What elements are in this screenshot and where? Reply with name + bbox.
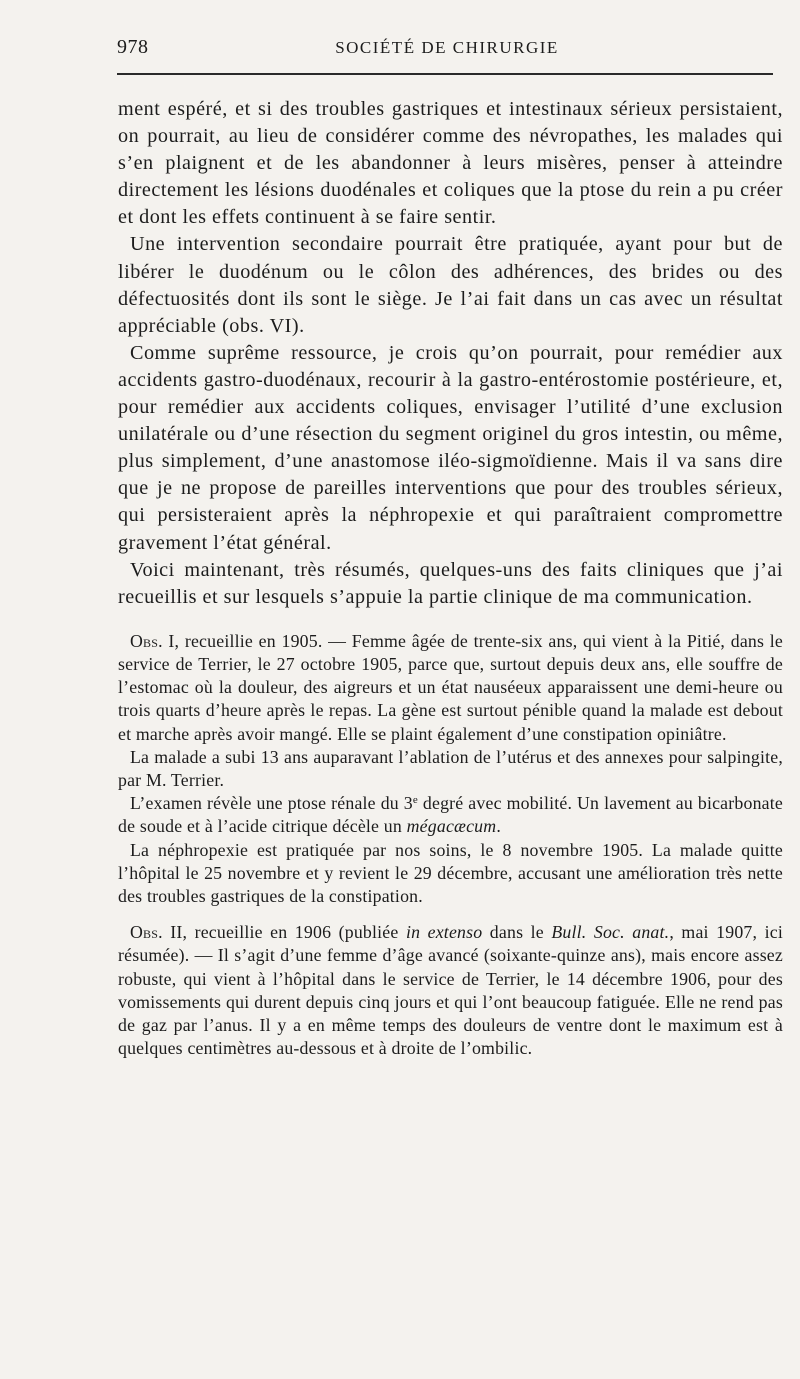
page-number: 978 [117, 36, 149, 58]
observation-label: Obs. II [130, 922, 183, 943]
italic-term: mégacæcum [406, 816, 497, 837]
observation-label: Obs. I [130, 630, 175, 651]
exam-text-a: L’examen révèle une ptose rénale du 3 [130, 793, 413, 814]
observation-1 [118, 630, 783, 746]
observation-1-outcome: La néphropexie est pratiquée par nos soins, le 8 novembre 1905. La malade quitte l’hôpital le 25 novembre et y revient le 29 décembre, accusant une amélioration très nette des troubles gastriques de la constipation. [118, 839, 783, 907]
superscript: e [412, 794, 418, 807]
italic-journal: Bull. Soc. anat. [551, 922, 670, 943]
header-rule [117, 73, 773, 75]
observation-text-b: dans le [482, 922, 552, 943]
observation-gap [118, 908, 783, 921]
body-text [118, 96, 783, 1060]
exam-text-end: . [496, 816, 501, 837]
observation-text: , recueillie en 1905. — Femme âgée de trente-six ans, qui vient à la Pitié, dans le service de Terrier, le 27 octobre 1905, parce que, surtout depuis deux ans, elle souffre de l’estomac où la douleur, des aigreurs et un état nauséeux apparaissent une demi-heure ou trois quarts d’heure après le repas. La gène est surtout pénible quand la malade est debout et marche après avoir mangé. Elle se plaint également d’une constipation opiniâtre. [118, 630, 784, 744]
observation-1-exam [118, 792, 783, 838]
observation-text-a: , recueillie en 1906 (publiée [182, 922, 406, 943]
exam-text-b: degré avec mobilité. Un lavement au bicarbonate de soude et à l’acide citrique décèle un [118, 793, 783, 837]
observation-1-history: La malade a subi 13 ans auparavant l’ablation de l’utérus et des annexes pour salpingite, par M. Terrier. [118, 746, 783, 790]
paragraph-supreme-resource: Comme suprême ressource, je crois qu’on pourrait, pour remédier aux accidents gastro-duodénaux, recourir à la gastro-entérostomie postérieure, et, pour remédier aux accidents coliques, envisager l’utilité d’une exclusion unilatérale ou d’une résection du segment originel du gros intestin, ou même, plus simplement, d’une anastomose iléo-sigmoïdienne. Mais il va sans dire que je ne propose de pareilles interventions que pour des troubles sérieux, qui persisteraient après la néphropexie et qui paraîtraient compromettre gravement l’état général. [118, 341, 783, 554]
paragraph-secondary-intervention: Une intervention secondaire pourrait être pratiquée, ayant pour but de libérer le duodénum ou le côlon des adhérences, des brides ou des défectuosités dont ils sont le siège. Je l’ai fait dans un cas avec un résultat appréciable (obs. VI). [118, 233, 783, 337]
paragraph-continuation: ment espéré, et si des troubles gastriques et intestinaux sérieux persistaient, on pourrait, au lieu de considérer comme des névropathes, les malades qui s’en plaignent et de les abandonner à leurs misères, penser à atteindre directement les lésions duodénales et coliques que la ptose du rein a pu créer et dont les effets continuent à se faire sentir. [118, 98, 783, 229]
running-title: SOCIÉTÉ DE CHIRURGIE [335, 38, 559, 57]
observation-2 [118, 921, 783, 1060]
section-gap [118, 611, 783, 630]
paragraph-clinical-facts: Voici maintenant, très résumés, quelques-uns des faits cliniques que j’ai recueillis et sur lesquels s’appuie la partie clinique de ma communication. [118, 558, 783, 608]
page-header [117, 32, 777, 62]
observation-text-c: , mai 1907, ici résumée). — Il s’agit d’une femme d’âge avancé (soixante-quinze ans), mais encore assez robuste, qui vient à l’hôpital dans le service de Terrier, le 14 décembre 1906, pour des vomissements qui durent depuis cinq jours et qui l’ont beaucoup fatiguée. Elle ne rend pas de gaz par l’anus. Il y a en même temps des douleurs de ventre dont le maximum est à quelques centimètres au-dessous et à droite de l’ombilic. [118, 922, 783, 1059]
italic-in-extenso: in extenso [405, 922, 483, 943]
